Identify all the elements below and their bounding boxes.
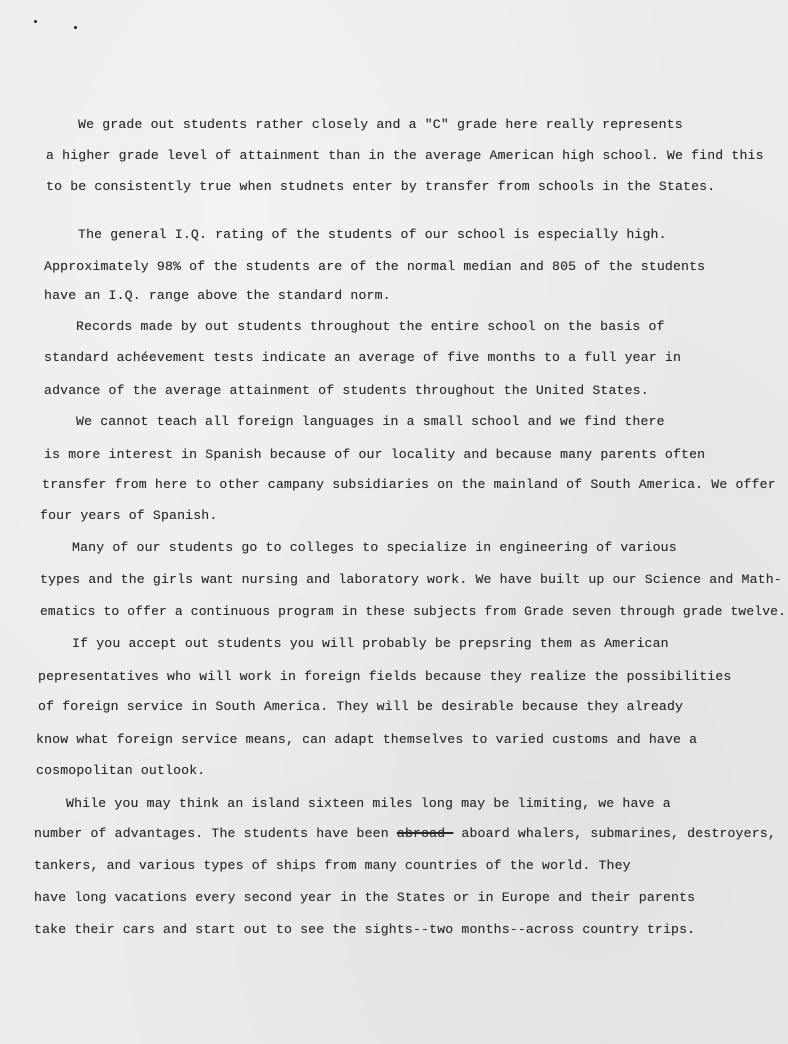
text-line: Many of our students go to colleges to specialize in engineering of various (72, 540, 677, 555)
text-line: types and the girls want nursing and laboratory work. We have built up our Science and Math- (40, 572, 782, 587)
text-line: Records made by out students throughout the entire school on the basis of (76, 319, 665, 334)
text-line: The general I.Q. rating of the students of our school is especially high. (78, 227, 667, 242)
text-line: take their cars and start out to see the sights--two months--across country trips. (34, 922, 696, 937)
text-line: cosmopolitan outlook. (36, 763, 206, 778)
text-line: to be consistently true when studnets enter by transfer from schools in the States. (46, 179, 716, 194)
text-line: is more interest in Spanish because of our locality and because many parents often (44, 447, 706, 462)
text-line: have long vacations every second year in the States or in Europe and their parents (34, 890, 696, 905)
text-line: We grade out students rather closely and a "C" grade here really represents (78, 117, 683, 132)
text-line: of foreign service in South America. They will be desirable because they already (38, 699, 684, 714)
text-line: If you accept out students you will probably be prepsring them as American (72, 636, 669, 651)
text-segment: aboard whalers, submarines, destroyers, (453, 826, 776, 841)
text-line: standard achéevement tests indicate an average of five months to a full year in (44, 350, 682, 365)
text-line: have an I.Q. range above the standard norm. (44, 288, 391, 303)
text-line: tankers, and various types of ships from many countries of the world. They (34, 858, 631, 873)
text-line: We cannot teach all foreign languages in a small school and we find there (76, 414, 665, 429)
text-line: ematics to offer a continuous program in these subjects from Grade seven through grade twelve. (40, 604, 787, 619)
text-line: transfer from here to other campany subsidiaries on the mainland of South America. We offer (42, 477, 776, 492)
text-line: a higher grade level of attainment than in the average American high school. We find this (46, 148, 764, 163)
ink-speck (34, 20, 37, 23)
text-line: four years of Spanish. (40, 508, 218, 523)
text-line: pepresentatives who will work in foreign fields because they realize the possibilities (38, 669, 732, 684)
struck-out-word: abroad- (396, 826, 454, 841)
text-segment: number of advantages. The students have been (34, 826, 397, 841)
text-line (34, 826, 776, 842)
ink-speck (74, 26, 77, 29)
text-line: While you may think an island sixteen miles long may be limiting, we have a (66, 796, 671, 811)
text-line: advance of the average attainment of students throughout the United States. (44, 383, 649, 398)
text-line: know what foreign service means, can adapt themselves to varied customs and have a (36, 732, 698, 747)
text-line: Approximately 98% of the students are of the normal median and 805 of the students (44, 259, 706, 274)
